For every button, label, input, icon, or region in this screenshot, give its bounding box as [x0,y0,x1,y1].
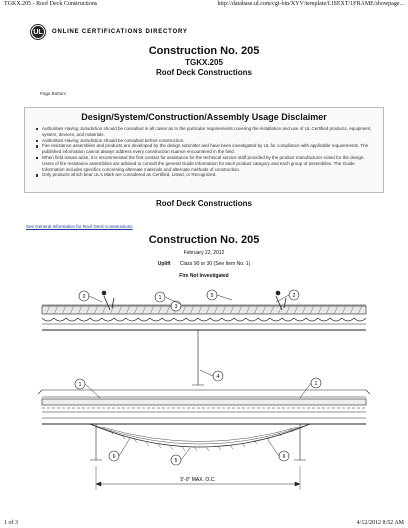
page-count: 1 of 3 [4,520,18,526]
page-bottom-link[interactable]: Page Bottom [40,91,67,96]
cross-section [38,291,370,394]
callout-label: 6 [282,454,286,460]
construction-title: Construction No. 205 [148,234,260,246]
section-title: Roof Deck Constructions [155,199,252,208]
directory-brand: ONLINE CERTIFICATIONS DIRECTORY [52,29,188,35]
list-item: Fire resistance assemblies and products are developed by the design submitter and have been investigated by UL for compliance with applicable requirements. The published information cannot always address every construction nuance encountered in the field. [36,143,372,155]
callout-label: 1 [158,295,162,301]
uplift-value: Class 90 or 30 (See Item No. 1) [179,261,251,267]
list-item: When field issues arise, it is recommended the first contact for assistance be the technical service staff provided by the product manufacturer noted for the design. Users of fire resistance assemblies are advised to consult the general Guide Information for each product category and each group of assemblies. The Guide Information includes specifics concerning alternate materials and alternate methods of construction. [36,155,372,172]
callouts-section-1 [79,290,299,381]
ul-logo-icon[interactable]: UL [30,24,46,40]
callout-label: 6 [112,454,116,460]
callout-label: 2 [82,294,86,300]
callout-label: 5 [210,293,214,299]
callout-label: 5 [174,458,178,464]
callout-label: 4 [216,374,220,380]
list-item: Authorities Having Jurisdiction should be consulted in all cases as to the particular requirements covering the installation and use of UL Certified products, equipment, system, devices, and materials. [36,126,372,138]
callout-label: 3 [174,304,178,310]
uplift-label: Uplift [157,261,171,267]
fire-rating: Fire Not Investigated [179,273,229,279]
span-dimension: 5'-0" MAX. O.C. [180,477,216,483]
disclaimer-title: Design/System/Construction/Assembly Usage Disclaimer [81,112,327,122]
page-code: TGKX.205 [185,58,223,67]
general-info-link[interactable]: See General Information for Roof Deck Constructions [26,224,133,229]
callouts-section-2 [75,378,321,465]
print-url: http://database.ul.com/cgi-bin/XYV/template/LISEXT/1FRAME/showpage... [217,1,404,7]
list-item: Only products which bear UL's Mark are considered as Certified, Listed, or Recognized. [36,172,372,178]
callout-label: 1 [314,381,318,387]
print-timestamp: 4/12/2012 8:52 AM [356,520,404,526]
callout-label: 2 [292,293,296,299]
print-title: TGKX.205 - Roof Deck Constructions [4,1,98,7]
page-subtitle: Roof Deck Constructions [155,68,252,77]
page-title: Construction No. 205 [148,45,260,57]
print-footer [0,518,408,528]
construction-date: February 22, 2012 [183,250,225,256]
callout-label: 1 [78,382,82,388]
list-item: Authorities Having Jurisdiction should be consulted before construction. [36,138,372,144]
